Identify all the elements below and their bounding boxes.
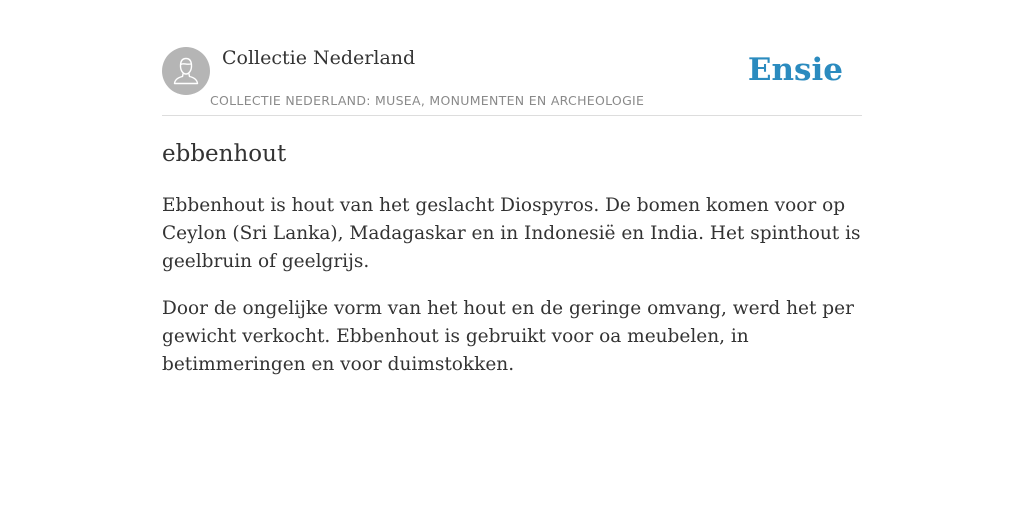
author-name[interactable]: Collectie Nederland	[222, 47, 416, 69]
user-icon	[162, 47, 210, 95]
author-avatar[interactable]	[162, 47, 210, 95]
entry-paragraph: Ebbenhout is hout van het geslacht Diospyros. De bomen komen voor op Ceylon (Sri Lanka), Madagaskar en in Indonesië en India. Het spinthout is geelbruin of geelgrijs.	[162, 195, 861, 272]
entry-card	[162, 0, 862, 512]
entry-paragraph: Door de ongelijke vorm van het hout en de geringe omvang, werd het per gewicht verkocht. Ebbenhout is gebruikt voor oa meubelen, in betimmeringen en voor duimstokken.	[162, 298, 854, 375]
author-subtitle[interactable]: COLLECTIE NEDERLAND: MUSEA, MONUMENTEN EN ARCHEOLOGIE	[210, 93, 645, 108]
entry-body	[162, 192, 862, 398]
entry-header	[162, 0, 862, 116]
entry-title: ebbenhout	[162, 141, 287, 167]
ensie-logo[interactable]: Ensie	[747, 52, 843, 88]
